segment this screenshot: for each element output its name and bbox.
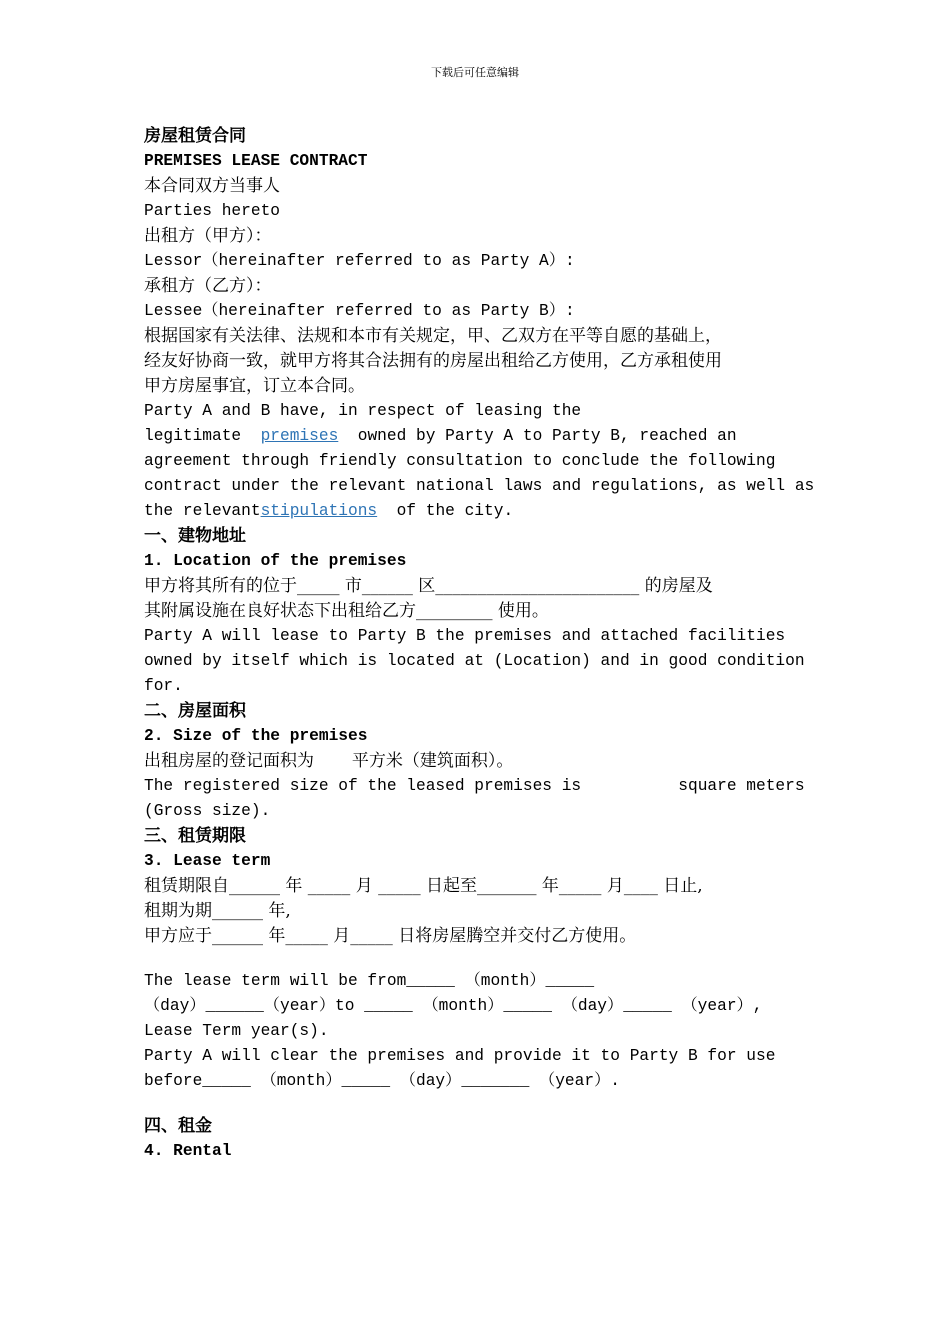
intro-en-line-5: [144, 499, 814, 524]
intro-zh-line-2: 经友好协商一致，就甲方将其合法拥有的房屋出租给乙方使用，乙方承租使用: [144, 351, 722, 371]
blank-line: [144, 949, 814, 969]
section-2-en-line-2: (Gross size).: [144, 802, 271, 820]
section-1-heading-zh: 一、建物地址: [144, 526, 246, 546]
section-4-heading-en: 4. Rental: [144, 1142, 232, 1160]
section-3-heading-en: 3. Lease term: [144, 852, 271, 870]
title-en: PREMISES LEASE CONTRACT: [144, 152, 368, 170]
document-body: [144, 124, 814, 1164]
section-2-en-line-1: The registered size of the leased premises is square meters: [144, 777, 805, 795]
stipulations-link[interactable]: stipulations: [260, 502, 378, 520]
intro-en-line-2: [144, 424, 814, 449]
parties-en: Parties hereto: [144, 202, 280, 220]
intro-zh-line-1: 根据国家有关法律、法规和本市有关规定，甲、乙双方在平等自愿的基础上，: [144, 326, 722, 346]
intro-zh-line-3: 甲方房屋事宜，订立本合同。: [144, 376, 365, 396]
section-3-en-line-4: Party A will clear the premises and provide it to Party B for use: [144, 1047, 776, 1065]
section-1-zh-line-2: 其附属设施在良好状态下出租给乙方_________ 使用。: [144, 601, 549, 621]
section-1-zh-line-1: 甲方将其所有的位于_____ 市______ 区________________________ 的房屋及: [144, 576, 713, 596]
intro-en-line-2-start: legitimate: [144, 427, 261, 445]
lessor-zh: 出租方（甲方）：: [144, 226, 272, 246]
section-2-heading-zh: 二、房屋面积: [144, 701, 246, 721]
section-2-zh-line: 出租房屋的登记面积为 平方米（建筑面积）。: [144, 751, 514, 771]
section-1-en-line-1: Party A will lease to Party B the premises and attached facilities: [144, 627, 786, 645]
section-3-zh-line-1: 租赁期限自______ 年 _____ 月 _____ 日起至_______ 年_____ 月____ 日止,: [144, 876, 703, 896]
parties-zh: 本合同双方当事人: [144, 176, 280, 196]
section-3-zh-line-3: 甲方应于______ 年_____ 月_____ 日将房屋腾空并交付乙方使用。: [144, 926, 637, 946]
section-3-en-line-1: The lease term will be from_____ （month）_____: [144, 972, 595, 990]
section-4-heading-zh: 四、租金: [144, 1116, 212, 1136]
intro-en-line-1: Party A and B have, in respect of leasing the: [144, 402, 582, 420]
lessee-en: Lessee（hereinafter referred to as Party B）:: [144, 302, 575, 320]
section-1-heading-en: 1. Location of the premises: [144, 552, 407, 570]
section-3-en-line-3: Lease Term year(s).: [144, 1022, 329, 1040]
section-3-heading-zh: 三、租赁期限: [144, 826, 246, 846]
section-3-zh-line-2: 租期为期______ 年,: [144, 901, 291, 921]
intro-en-line-2-end: owned by Party A to Party B, reached an: [338, 427, 737, 445]
page-header-note: 下载后可任意编辑: [431, 66, 519, 79]
section-2-heading-en: 2. Size of the premises: [144, 727, 368, 745]
intro-en-line-3: agreement through friendly consultation to conclude the following: [144, 452, 776, 470]
section-3-en-line-2: （day）______（year）to _____ （month）_____ （day）_____ （year）,: [144, 997, 763, 1015]
section-1-en-line-2: owned by itself which is located at (Location) and in good condition: [144, 652, 805, 670]
lessor-en: Lessor（hereinafter referred to as Party A）:: [144, 252, 575, 270]
intro-en-line-5-end: of the city.: [377, 502, 514, 520]
premises-link[interactable]: premises: [260, 427, 339, 445]
lessee-zh: 承租方（乙方）：: [144, 276, 272, 296]
section-3-en-line-5: before_____ （month）_____ （day）_______ （year）.: [144, 1072, 620, 1090]
section-1-en-line-3: for.: [144, 677, 183, 695]
blank-line: [144, 1094, 814, 1114]
title-zh: 房屋租赁合同: [144, 126, 246, 146]
intro-en-line-4: contract under the relevant national laws and regulations, as well as: [144, 477, 815, 495]
intro-en-line-5-start: the relevant: [144, 502, 261, 520]
